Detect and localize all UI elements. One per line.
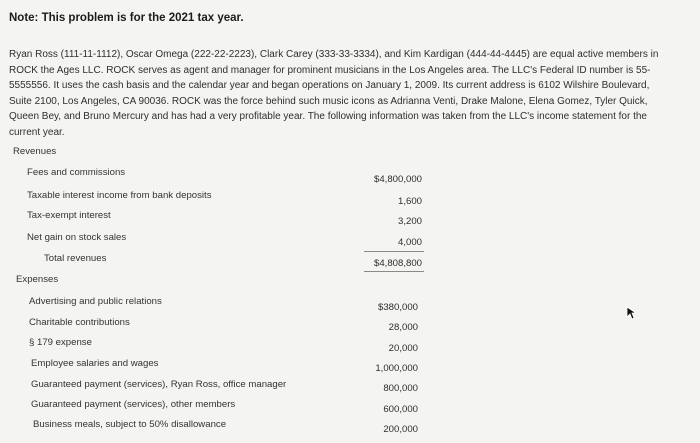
revenue-label: Taxable interest income from bank deposits [27, 190, 212, 201]
expense-label: Guaranteed payment (services), Ryan Ross, office manager [31, 379, 287, 390]
expense-label: Employee salaries and wages [31, 358, 159, 369]
subtotal-rule [364, 251, 424, 252]
expense-label: Advertising and public relations [29, 296, 162, 307]
revenues-heading: Revenues [13, 146, 57, 157]
expense-amount: 800,000 [383, 383, 418, 394]
expense-amount: $380,000 [377, 302, 418, 313]
revenue-amount: $4,800,000 [373, 174, 422, 185]
expense-label: Charitable contributions [29, 317, 130, 328]
revenue-amount: 1,600 [397, 196, 422, 207]
expense-label: Business meals, subject to 50% disallowance [33, 419, 227, 430]
total-revenues-amount: $4,808,800 [373, 258, 422, 269]
expense-amount: 200,000 [383, 424, 418, 435]
problem-note: Note: This problem is for the 2021 tax year. [9, 12, 244, 24]
total-revenues-label: Total revenues [44, 253, 107, 264]
revenue-label: Tax-exempt interest [27, 210, 111, 221]
expense-amount: 1,000,000 [375, 363, 418, 374]
revenue-label: Fees and commissions [27, 167, 126, 178]
revenue-label: Net gain on stock sales [27, 232, 127, 243]
expense-label: Guaranteed payment (services), other members [31, 399, 236, 410]
revenue-amount: 3,200 [397, 216, 422, 227]
expenses-heading: Expenses [16, 274, 59, 285]
expense-amount: 28,000 [388, 322, 418, 333]
revenue-amount: 4,000 [397, 237, 422, 248]
intro-paragraph: Ryan Ross (111-11-1112), Oscar Omega (222-22-2223), Clark Carey (333-33-3334), and Kim Kardigan (444-44-4445) are equal active members in ROCK the Ages LLC. ROCK serves as agent and manager for prominent musicians in the Los Angeles area. The LLC's Federal ID number is 55-5555556. It uses the cash basis and the calendar year and began operations on January 1, 2009. Its current address is 6102 Wilshire Boulevard, Suite 2100, Los Angeles, CA 90036. ROCK was the force behind such music icons as Adrianna Venti, Drake Malone, Elena Gomez, Tyler Quick, Queen Bey, and Bruno Mercury and has had a very profitable year. The following information was taken from the LLC's income statement for the current year. [9, 49, 659, 138]
expense-amount: 600,000 [383, 404, 418, 415]
expense-amount: 20,000 [388, 343, 418, 354]
total-rule [364, 271, 424, 272]
mouse-pointer-icon [626, 306, 638, 320]
expense-label: § 179 expense [29, 337, 92, 348]
